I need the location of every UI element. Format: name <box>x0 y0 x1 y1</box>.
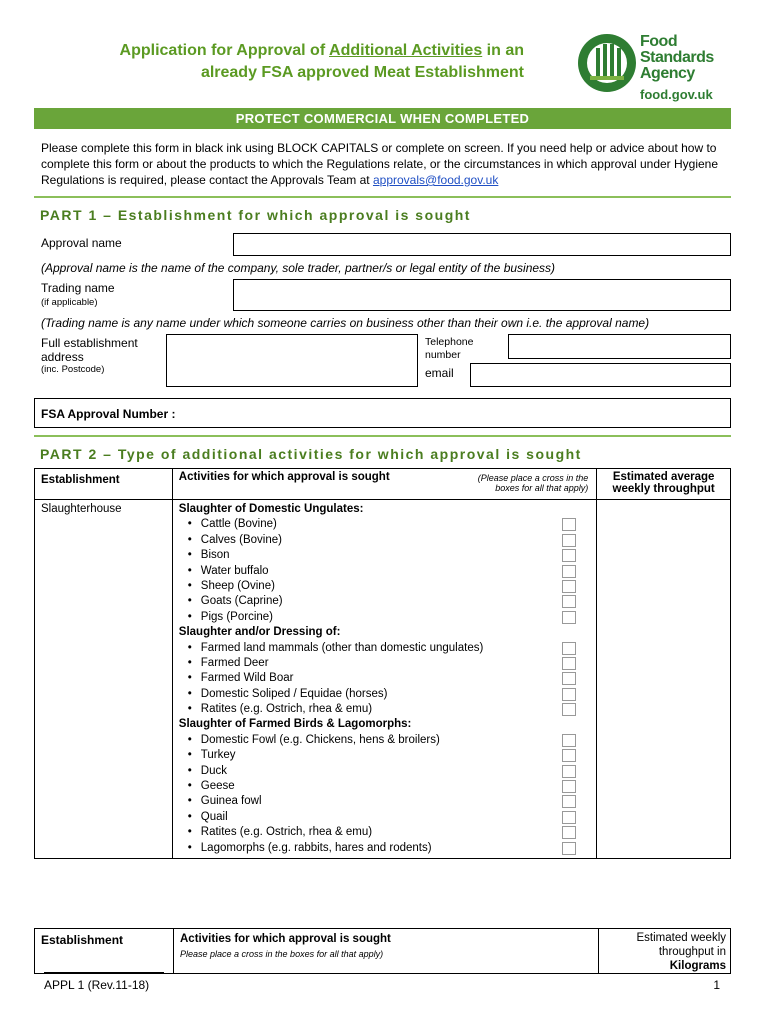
col-throughput-header: Estimated average weekly throughput <box>597 469 731 500</box>
activity-checkbox[interactable] <box>562 811 576 824</box>
bullet-icon: • <box>187 749 192 762</box>
activities-table-header <box>35 469 731 500</box>
activity-checkbox[interactable] <box>562 826 576 839</box>
bullet-icon: • <box>187 610 192 623</box>
activity-item <box>179 841 590 856</box>
activity-checkbox[interactable] <box>562 549 576 562</box>
activity-label: Guinea fowl <box>200 795 262 808</box>
address-label: Full establishment <box>41 336 138 350</box>
activities-cell <box>172 500 596 859</box>
bullet-icon: • <box>187 641 192 654</box>
activity-checkbox[interactable] <box>562 780 576 793</box>
slaughterhouse-row <box>35 500 731 859</box>
title-line-2: already FSA approved Meat Establishment <box>200 64 524 81</box>
fsa-approval-number-input[interactable] <box>34 398 731 428</box>
address-label-2: address <box>41 350 84 364</box>
activity-item <box>179 517 590 532</box>
bullet-icon: • <box>187 795 192 808</box>
activity-checkbox[interactable] <box>562 672 576 685</box>
activity-label: Bison <box>200 549 230 562</box>
activity-label: Water buffalo <box>200 564 269 577</box>
bullet-icon: • <box>187 518 192 531</box>
bullet-icon: • <box>187 733 192 746</box>
activity-checkbox[interactable] <box>562 642 576 655</box>
activity-label: Cattle (Bovine) <box>200 518 277 531</box>
activity-checkbox[interactable] <box>562 595 576 608</box>
bullet-icon: • <box>187 764 192 777</box>
activity-item <box>179 641 590 656</box>
activity-item <box>179 779 590 794</box>
email-label: email <box>425 366 454 380</box>
activity-item <box>179 733 590 748</box>
activity-label: Domestic Fowl (e.g. Chickens, hens & broilers) <box>200 733 440 746</box>
activity-item <box>179 702 590 717</box>
fsa-logo-icon <box>576 32 638 94</box>
establishment-cell <box>35 500 173 859</box>
bullet-icon: • <box>187 826 192 839</box>
activity-label: Farmed Wild Boar <box>200 672 294 685</box>
activity-checkbox[interactable] <box>562 765 576 778</box>
activity-item <box>179 579 590 594</box>
table2-col-note: Please place a cross in the boxes for all that apply) <box>180 949 384 959</box>
protect-commercial-banner: PROTECT COMMERCIAL WHEN COMPLETED <box>34 108 731 129</box>
activity-item <box>179 764 590 779</box>
bullet-icon: • <box>187 672 192 685</box>
activity-label: Domestic Soliped / Equidae (horses) <box>200 687 388 700</box>
telephone-label-2: number <box>425 349 461 361</box>
activity-checkbox[interactable] <box>562 749 576 762</box>
approval-name-note: (Approval name is the name of the company, sole trader, partner/s or legal entity of the business) <box>41 261 556 275</box>
activity-label: Ratites (e.g. Ostrich, rhea & emu) <box>200 703 373 716</box>
title-text: Application for Approval of <box>119 42 330 59</box>
activity-checkbox[interactable] <box>562 611 576 624</box>
table2-col-establishment: Establishment <box>35 929 174 973</box>
bullet-icon: • <box>187 687 192 700</box>
activity-item <box>179 748 590 763</box>
activities-table-2-header <box>34 928 731 974</box>
activity-checkbox[interactable] <box>562 534 576 547</box>
intro-paragraph <box>41 140 731 188</box>
bullet-icon: • <box>187 595 192 608</box>
fsa-logo <box>576 32 736 102</box>
throughput-cell[interactable] <box>597 500 731 859</box>
activity-checkbox[interactable] <box>562 657 576 670</box>
trading-name-sub: (if applicable) <box>41 297 98 308</box>
table2-col-activities: Activities for which approval is sought Please place a cross in the boxes for all that apply) <box>174 929 599 973</box>
activity-label: Farmed land mammals (other than domestic ungulates) <box>200 641 484 654</box>
activity-label: Duck <box>200 764 227 777</box>
approval-name-label: Approval name <box>41 236 122 250</box>
approvals-email-link[interactable]: approvals@food.gov.uk <box>372 173 499 187</box>
title-underlined-text: Additional Activities <box>329 42 483 59</box>
activity-checkbox[interactable] <box>562 688 576 701</box>
activity-label: Geese <box>200 780 235 793</box>
part2-divider-top <box>34 435 731 437</box>
activity-label: Lagomorphs (e.g. rabbits, hares and rodents) <box>200 841 432 854</box>
activity-checkbox[interactable] <box>562 518 576 531</box>
activity-label: Turkey <box>200 749 236 762</box>
activity-group-title: Slaughter and/or Dressing of: <box>178 626 341 639</box>
activity-item <box>179 548 590 563</box>
col-note: (Please place a cross in the boxes for all that apply) <box>477 473 589 493</box>
activity-label: Ratites (e.g. Ostrich, rhea & emu) <box>200 826 373 839</box>
col-establishment-header: Establishment <box>35 469 173 500</box>
activity-label: Sheep (Ovine) <box>200 579 275 592</box>
activity-checkbox[interactable] <box>562 734 576 747</box>
part1-heading: PART 1 – Establishment for which approval is sought <box>40 207 471 223</box>
trading-name-note: (Trading name is any name under which someone carries on business other than their own i.e. the approval name) <box>41 316 650 330</box>
activities-table <box>34 468 731 859</box>
col-activities-header <box>172 469 596 500</box>
activity-item <box>179 825 590 840</box>
activity-checkbox[interactable] <box>562 580 576 593</box>
trading-name-input[interactable] <box>233 279 731 311</box>
activity-item <box>179 533 590 548</box>
bullet-icon: • <box>187 579 192 592</box>
fsa-approval-number-label: FSA Approval Number : <box>41 407 176 421</box>
activity-checkbox[interactable] <box>562 842 576 855</box>
activity-checkbox[interactable] <box>562 703 576 716</box>
activity-group-title: Slaughter of Farmed Birds & Lagomorphs: <box>178 718 412 731</box>
telephone-label: Telephone <box>425 336 474 348</box>
address-sub: (inc. Postcode) <box>41 364 105 375</box>
bullet-icon: • <box>187 780 192 793</box>
activity-label: Pigs (Porcine) <box>200 610 273 623</box>
telephone-input[interactable] <box>508 334 731 359</box>
bullet-icon: • <box>187 703 192 716</box>
activity-item <box>179 656 590 671</box>
activity-label: Calves (Bovine) <box>200 533 282 546</box>
activity-group-title: Slaughter of Domestic Ungulates: <box>178 503 364 515</box>
approval-name-input[interactable] <box>233 233 731 256</box>
fsa-logo-url: food.gov.uk <box>640 87 713 102</box>
bullet-icon: • <box>187 564 192 577</box>
col-activities-label: Activities for which approval is sought <box>178 471 390 483</box>
bullet-icon: • <box>187 533 192 546</box>
activity-label: Quail <box>200 810 228 823</box>
fsa-logo-text: Food Standards Agency <box>640 33 714 82</box>
activity-label: Goats (Caprine) <box>200 595 283 608</box>
form-title <box>40 40 524 84</box>
bullet-icon: • <box>187 549 192 562</box>
activity-label: Farmed Deer <box>200 656 269 669</box>
footer-rule <box>44 972 164 973</box>
activity-checkbox[interactable] <box>562 795 576 808</box>
trading-name-label: Trading name <box>41 281 115 295</box>
activity-item <box>179 671 590 686</box>
activity-checkbox[interactable] <box>562 565 576 578</box>
bullet-icon: • <box>187 656 192 669</box>
intro-text: Please complete this form in black ink using BLOCK CAPITALS or complete on screen. If you need help or advice about how to complete this form or about the products to which the Regulations relate, or the circumstances in which approval under Hygiene Regulations is required, please contact the Approvals Team at <box>41 141 719 187</box>
activity-item <box>179 794 590 809</box>
email-input[interactable] <box>470 363 731 387</box>
form-reference: APPL 1 (Rev.11-18) <box>44 978 150 992</box>
establishment-type: Slaughterhouse <box>41 503 122 515</box>
activity-item <box>179 810 590 825</box>
table2-col-throughput: Estimated weekly throughput in Kilograms <box>636 932 726 972</box>
bullet-icon: • <box>187 810 192 823</box>
part2-heading: PART 2 – Type of additional activities for which approval is sought <box>40 446 582 462</box>
activity-item <box>179 594 590 609</box>
bullet-icon: • <box>187 841 192 854</box>
activity-item <box>179 687 590 702</box>
part1-divider-top <box>34 196 731 198</box>
activity-item <box>179 564 590 579</box>
page-number: 1 <box>713 978 720 992</box>
title-text-end: in an <box>482 42 524 59</box>
address-input[interactable] <box>166 334 418 387</box>
activity-item <box>179 610 590 625</box>
